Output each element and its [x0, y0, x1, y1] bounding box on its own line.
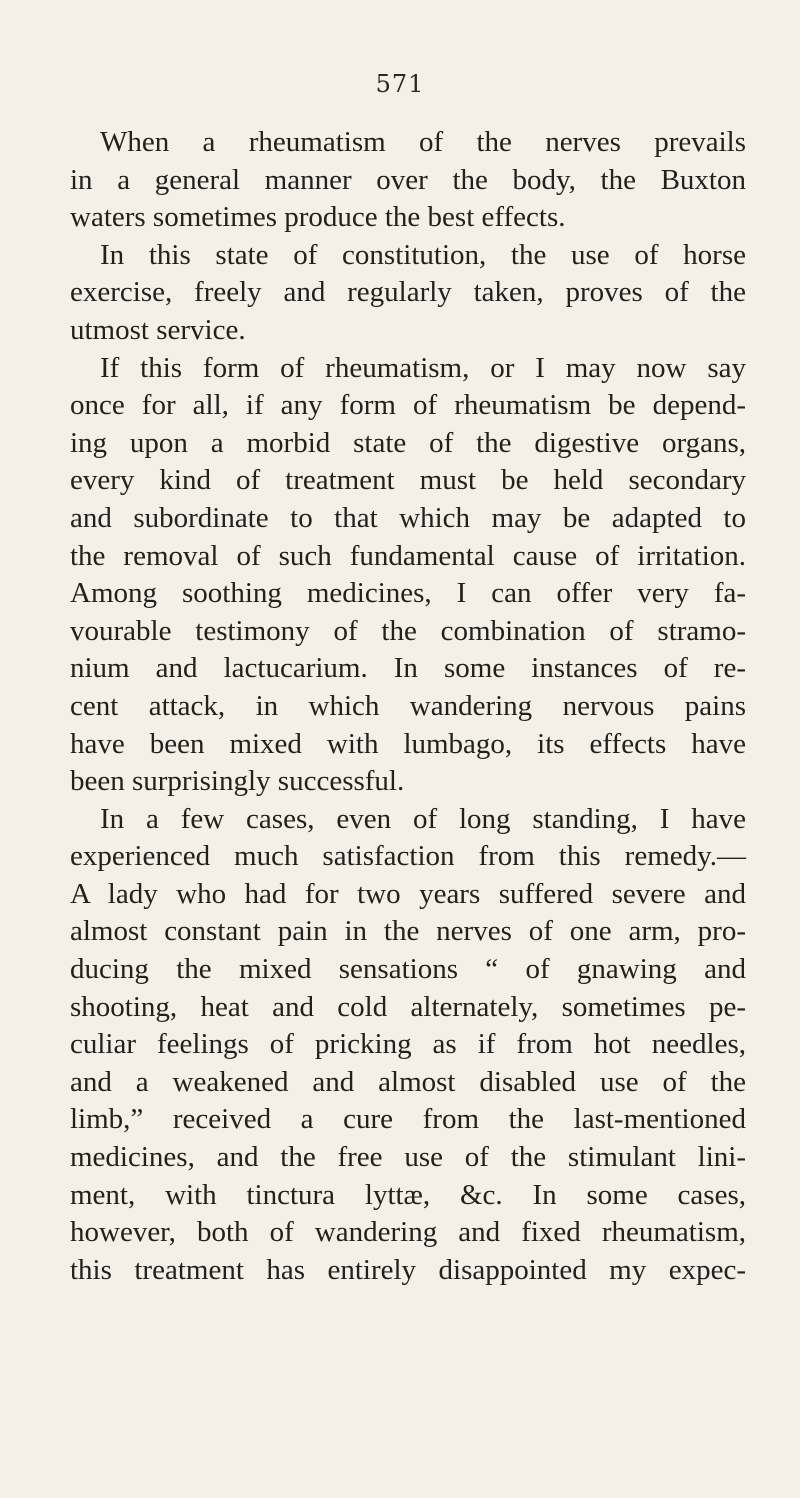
text-line: vourable testimony of the combination of stramo-: [70, 614, 746, 647]
text-line: medicines, and the free use of the stimulant lini-: [70, 1141, 746, 1174]
text-line: cent attack, in which wandering nervous pains: [70, 689, 746, 722]
text-line: ment, with tinctura lyttæ, &c. In some cases,: [70, 1178, 746, 1211]
text-line: culiar feelings of pricking as if from hot needles,: [70, 1028, 746, 1061]
text-line: ducing the mixed sensations “ of gnawing and: [70, 953, 746, 986]
text-line: shooting, heat and cold alternately, sometimes pe-: [70, 990, 746, 1023]
text-line: In this state of constitution, the use of horse: [100, 238, 746, 271]
text-line: once for all, if any form of rheumatism be depend-: [70, 389, 746, 422]
text-line: however, both of wandering and fixed rheumatism,: [70, 1216, 746, 1249]
body-text: [70, 124, 746, 1289]
text-line: been surprisingly successful.: [70, 765, 405, 798]
text-line: If this form of rheumatism, or I may now say: [100, 351, 746, 384]
text-line: have been mixed with lumbago, its effects have: [70, 727, 746, 760]
text-line: Among soothing medicines, I can offer very fa-: [70, 577, 746, 610]
text-line: every kind of treatment must be held secondary: [70, 464, 746, 497]
text-line: experienced much satisfaction from this remedy.—: [70, 840, 746, 873]
text-line: waters sometimes produce the best effects.: [70, 201, 566, 234]
text-line: in a general manner over the body, the Buxton: [70, 163, 746, 196]
text-line: In a few cases, even of long standing, I have: [100, 802, 746, 835]
text-line: A lady who had for two years suffered severe and: [70, 877, 746, 910]
text-line: almost constant pain in the nerves of one arm, pro-: [70, 915, 746, 948]
text-line: this treatment has entirely disappointed my expec-: [70, 1253, 746, 1286]
text-line: When a rheumatism of the nerves prevails: [100, 126, 746, 158]
text-line: and subordinate to that which may be adapted to: [70, 501, 746, 534]
text-line: the removal of such fundamental cause of irritation.: [70, 539, 746, 572]
page-number: 571: [375, 70, 425, 98]
text-line: ing upon a morbid state of the digestive organs,: [70, 426, 746, 459]
text-line: exercise, freely and regularly taken, proves of the: [70, 276, 746, 309]
text-line: utmost service.: [70, 313, 246, 346]
text-line: nium and lactucarium. In some instances of re-: [70, 652, 746, 685]
text-line: limb,” received a cure from the last-mentioned: [70, 1103, 746, 1136]
text-line: and a weakened and almost disabled use of the: [70, 1065, 746, 1098]
